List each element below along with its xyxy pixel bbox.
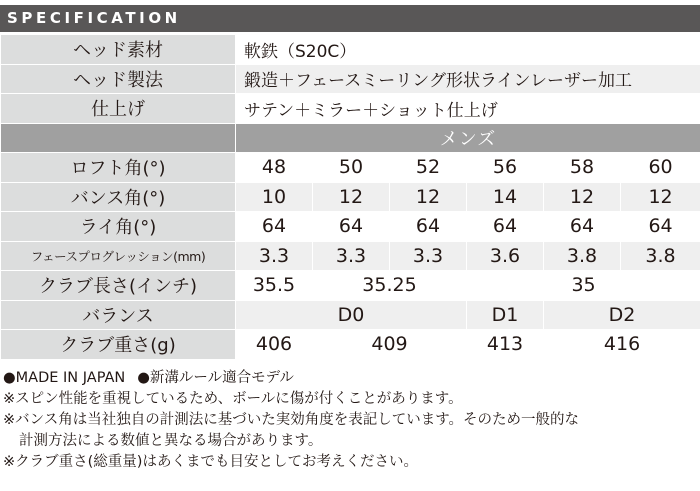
bounce-value: 12 xyxy=(313,182,390,212)
row-club-weight xyxy=(1,330,700,360)
finish-value: サテン＋ミラー＋ショット仕上げ xyxy=(236,94,700,124)
face-progression-value: 3.3 xyxy=(390,241,467,271)
loft-value: 56 xyxy=(467,153,544,183)
finish-label: 仕上げ xyxy=(1,94,236,124)
row-head-material xyxy=(1,35,700,65)
club-weight-value: 409 xyxy=(313,330,467,360)
club-weight-value: 416 xyxy=(544,330,700,360)
balance-value: D1 xyxy=(467,300,544,330)
mens-label-cell xyxy=(1,123,236,153)
loft-value: 60 xyxy=(621,153,700,183)
loft-value: 58 xyxy=(544,153,621,183)
made-in-japan-note: ●MADE IN JAPAN xyxy=(3,370,126,386)
lie-value: 64 xyxy=(544,212,621,242)
spin-note: ※スピン性能を重視しているため、ボールに傷が付くことがあります。 xyxy=(3,391,463,407)
face-progression-value: 3.8 xyxy=(544,241,621,271)
loft-value: 52 xyxy=(390,153,467,183)
head-process-label: ヘッド製法 xyxy=(1,64,236,94)
lie-label: ライ角(°) xyxy=(1,212,236,242)
bounce-value: 10 xyxy=(236,182,313,212)
bounce-value: 12 xyxy=(390,182,467,212)
lie-value: 64 xyxy=(313,212,390,242)
notes-first-line xyxy=(3,368,697,389)
loft-label: ロフト角(°) xyxy=(1,153,236,183)
balance-label: バランス xyxy=(1,300,236,330)
head-process-value: 鍛造＋フェースミーリング形状ラインレーザー加工 xyxy=(236,64,700,94)
lie-value: 64 xyxy=(467,212,544,242)
notes xyxy=(3,368,697,473)
row-balance xyxy=(1,300,700,330)
mens-heading: メンズ xyxy=(236,123,700,153)
bounce-value: 14 xyxy=(467,182,544,212)
head-material-label: ヘッド素材 xyxy=(1,35,236,65)
club-weight-value: 413 xyxy=(467,330,544,360)
club-weight-label: クラブ重さ(g) xyxy=(1,330,236,360)
row-bounce xyxy=(1,182,700,212)
groove-rule-note: ●新溝ルール適合モデル xyxy=(137,370,294,386)
club-length-value: 35 xyxy=(467,271,700,301)
row-finish xyxy=(1,94,700,124)
loft-value: 50 xyxy=(313,153,390,183)
face-progression-value: 3.6 xyxy=(467,241,544,271)
lie-value: 64 xyxy=(390,212,467,242)
spec-table xyxy=(0,34,700,360)
club-length-value: 35.5 xyxy=(236,271,313,301)
lie-value: 64 xyxy=(236,212,313,242)
bounce-value: 12 xyxy=(544,182,621,212)
balance-value: D2 xyxy=(544,300,700,330)
club-weight-value: 406 xyxy=(236,330,313,360)
row-mens xyxy=(1,123,700,153)
face-progression-value: 3.3 xyxy=(236,241,313,271)
bounce-value: 12 xyxy=(621,182,700,212)
face-progression-value: 3.8 xyxy=(621,241,700,271)
bounce-note-line1: ※バンス角は当社独自の計測法に基づいた実効角度を表記しています。そのため一般的な xyxy=(3,412,580,428)
bounce-label: バンス角(°) xyxy=(1,182,236,212)
club-length-value: 35.25 xyxy=(313,271,467,301)
row-loft xyxy=(1,153,700,183)
row-face-progression xyxy=(1,241,700,271)
head-material-value: 軟鉄（S20C） xyxy=(236,35,700,65)
face-progression-value: 3.3 xyxy=(313,241,390,271)
weight-note: ※クラブ重さ(総重量)はあくまでも目安としてお考えください。 xyxy=(3,454,418,470)
face-progression-label: フェースプログレッション(mm) xyxy=(1,241,236,271)
club-length-label: クラブ長さ(インチ) xyxy=(1,271,236,301)
bounce-note-line2: 計測方法による数値と異なる場合があります。 xyxy=(19,433,323,449)
balance-value: D0 xyxy=(236,300,467,330)
lie-value: 64 xyxy=(621,212,700,242)
spec-header: SPECIFICATION xyxy=(0,5,700,32)
row-lie xyxy=(1,212,700,242)
row-club-length xyxy=(1,271,700,301)
row-head-process xyxy=(1,64,700,94)
loft-value: 48 xyxy=(236,153,313,183)
